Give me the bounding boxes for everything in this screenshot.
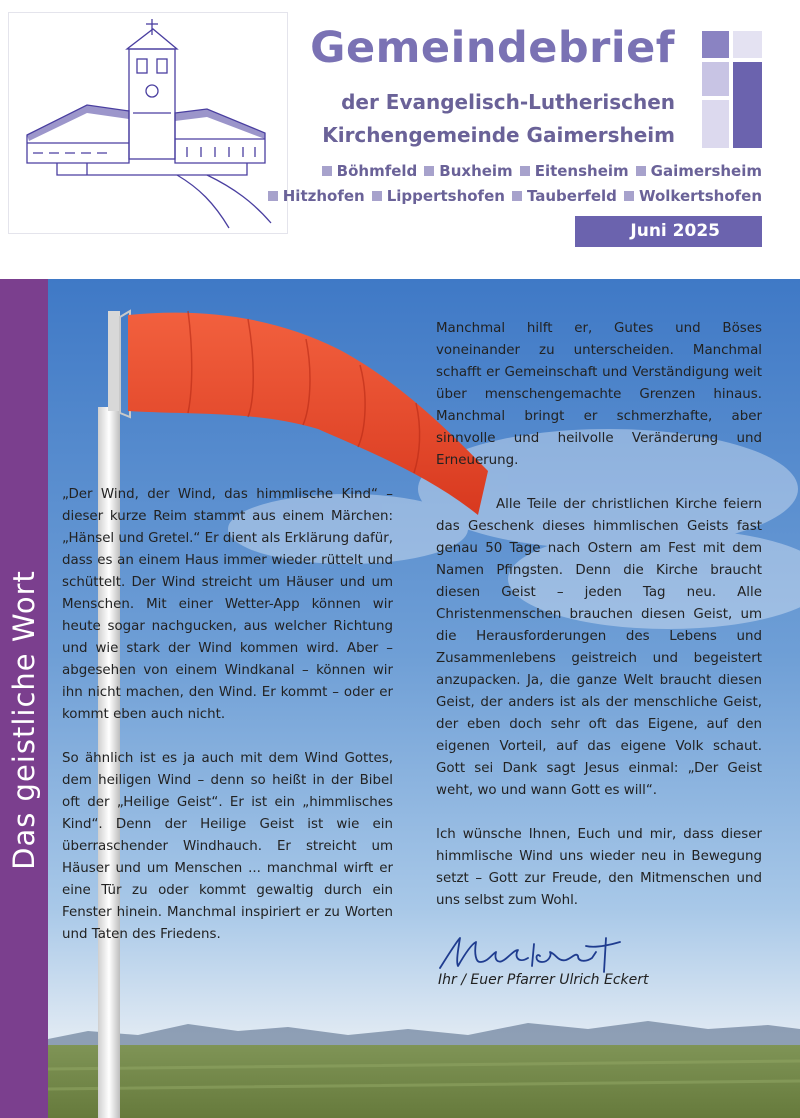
place-item: Lippertshofen bbox=[372, 187, 505, 205]
square-bullet-icon bbox=[372, 191, 382, 201]
place-item: Buxheim bbox=[424, 162, 512, 180]
church-drawing-icon bbox=[9, 13, 287, 233]
place-item: Gaimersheim bbox=[636, 162, 762, 180]
square-bullet-icon bbox=[520, 166, 530, 176]
article-paragraph: Manchmal hilft er, Gutes und Böses voneinander zu unterscheiden. Manchmal schafft er Gemeinschaft und Verständigung weit über menschengemachte Grenzen hinaus. Manchmal bringt er schmerzhafte, aber sinnvolle und heilvolle Veränderung und Erneuerung. bbox=[436, 321, 762, 468]
article-paragraph: Alle Teile der christlichen Kirche feiern das Geschenk dieses himmlischen Geists fast genau 50 Tage nach Ostern am Fest mit dem Namen Pfingsten. Denn die Kirche braucht diesen Geist – jeden Tag neu. Alle Christenmenschen brauchen diesen Geist, um die Herausforderungen des Lebens und Zusammenlebens geistreich und begeistert anzupacken. Ja, die ganze Welt braucht diesen Geist, der anders ist als der menschliche Geist, der eben doch sehr oft das Eigene, auf den eigenen Vorteil, auf das eigene Volk schaut. Gott sei Dank sagt Jesus einmal: „Der Geist weht, wo und wann Gott es will“. bbox=[436, 497, 762, 798]
newsletter-title: Gemeindebrief bbox=[310, 23, 675, 73]
purple-block-ornament-icon bbox=[702, 31, 762, 148]
section-title: Das geistliche Wort bbox=[7, 570, 41, 870]
place-item: Wolkertshofen bbox=[624, 187, 762, 205]
article-paragraph: „Der Wind, der Wind, das himmlische Kind“ – dieser kurze Reim stammt aus einem Märchen: „Hänsel und Gretel.“ Er dient als Erklärung dafür, dass es an einem Haus immer wieder rüttelt und schüttelt. Der Wind streicht um Häuser und um Menschen. Mit einer Wetter-App können wir heute sogar nachgucken, aus welcher Richtung und wie stark der Wind kommen wird. Aber – abgesehen von einem Windkanal – können wir ihn nicht machen, den Wind. Er kommt – oder er kommt eben auch nicht. bbox=[62, 487, 394, 722]
article-paragraph: So ähnlich ist es ja auch mit dem Wind Gottes, dem heiligen Wind – denn so heißt in der Bibel oft der „Heilige Geist“. Er ist ein „himmlisches Kind“. Denn der Heilige Geist ist wie ein überraschender Windhauch. Er streicht um Häuser und um Menschen ... manchmal wirft er eine Tür zu oder kommt gewaltig durch ein Fenster hinein. Manchmal inspiriert er zu Worten und Taten des Friedens. bbox=[62, 751, 393, 942]
church-logo bbox=[8, 12, 288, 234]
square-bullet-icon bbox=[512, 191, 522, 201]
handwritten-signature-icon bbox=[436, 932, 626, 976]
square-bullet-icon bbox=[268, 191, 278, 201]
author-sign-off: Ihr / Euer Pfarrer Ulrich Eckert bbox=[438, 972, 649, 988]
article-paragraph: Ich wünsche Ihnen, Euch und mir, dass dieser himmlische Wind uns wieder neu in Bewegung setzt – Gott zur Freude, den Mitmenschen und uns selbst zum Wohl. bbox=[436, 827, 762, 908]
article-column-left bbox=[62, 484, 393, 946]
places-row-2 bbox=[261, 186, 762, 206]
place-item: Eitensheim bbox=[520, 162, 629, 180]
square-bullet-icon bbox=[322, 166, 332, 176]
place-item: Hitzhofen bbox=[268, 187, 365, 205]
subtitle-line-1: der Evangelisch-Lutherischen bbox=[341, 90, 675, 114]
article-column-right bbox=[436, 318, 762, 912]
places-row-1 bbox=[315, 161, 762, 181]
square-bullet-icon bbox=[424, 166, 434, 176]
subtitle-line-2: Kirchengemeinde Gaimersheim bbox=[322, 123, 675, 147]
place-item: Tauberfeld bbox=[512, 187, 617, 205]
issue-date-badge: Juni 2025 bbox=[575, 216, 762, 247]
square-bullet-icon bbox=[624, 191, 634, 201]
square-bullet-icon bbox=[636, 166, 646, 176]
place-item: Böhmfeld bbox=[322, 162, 418, 180]
